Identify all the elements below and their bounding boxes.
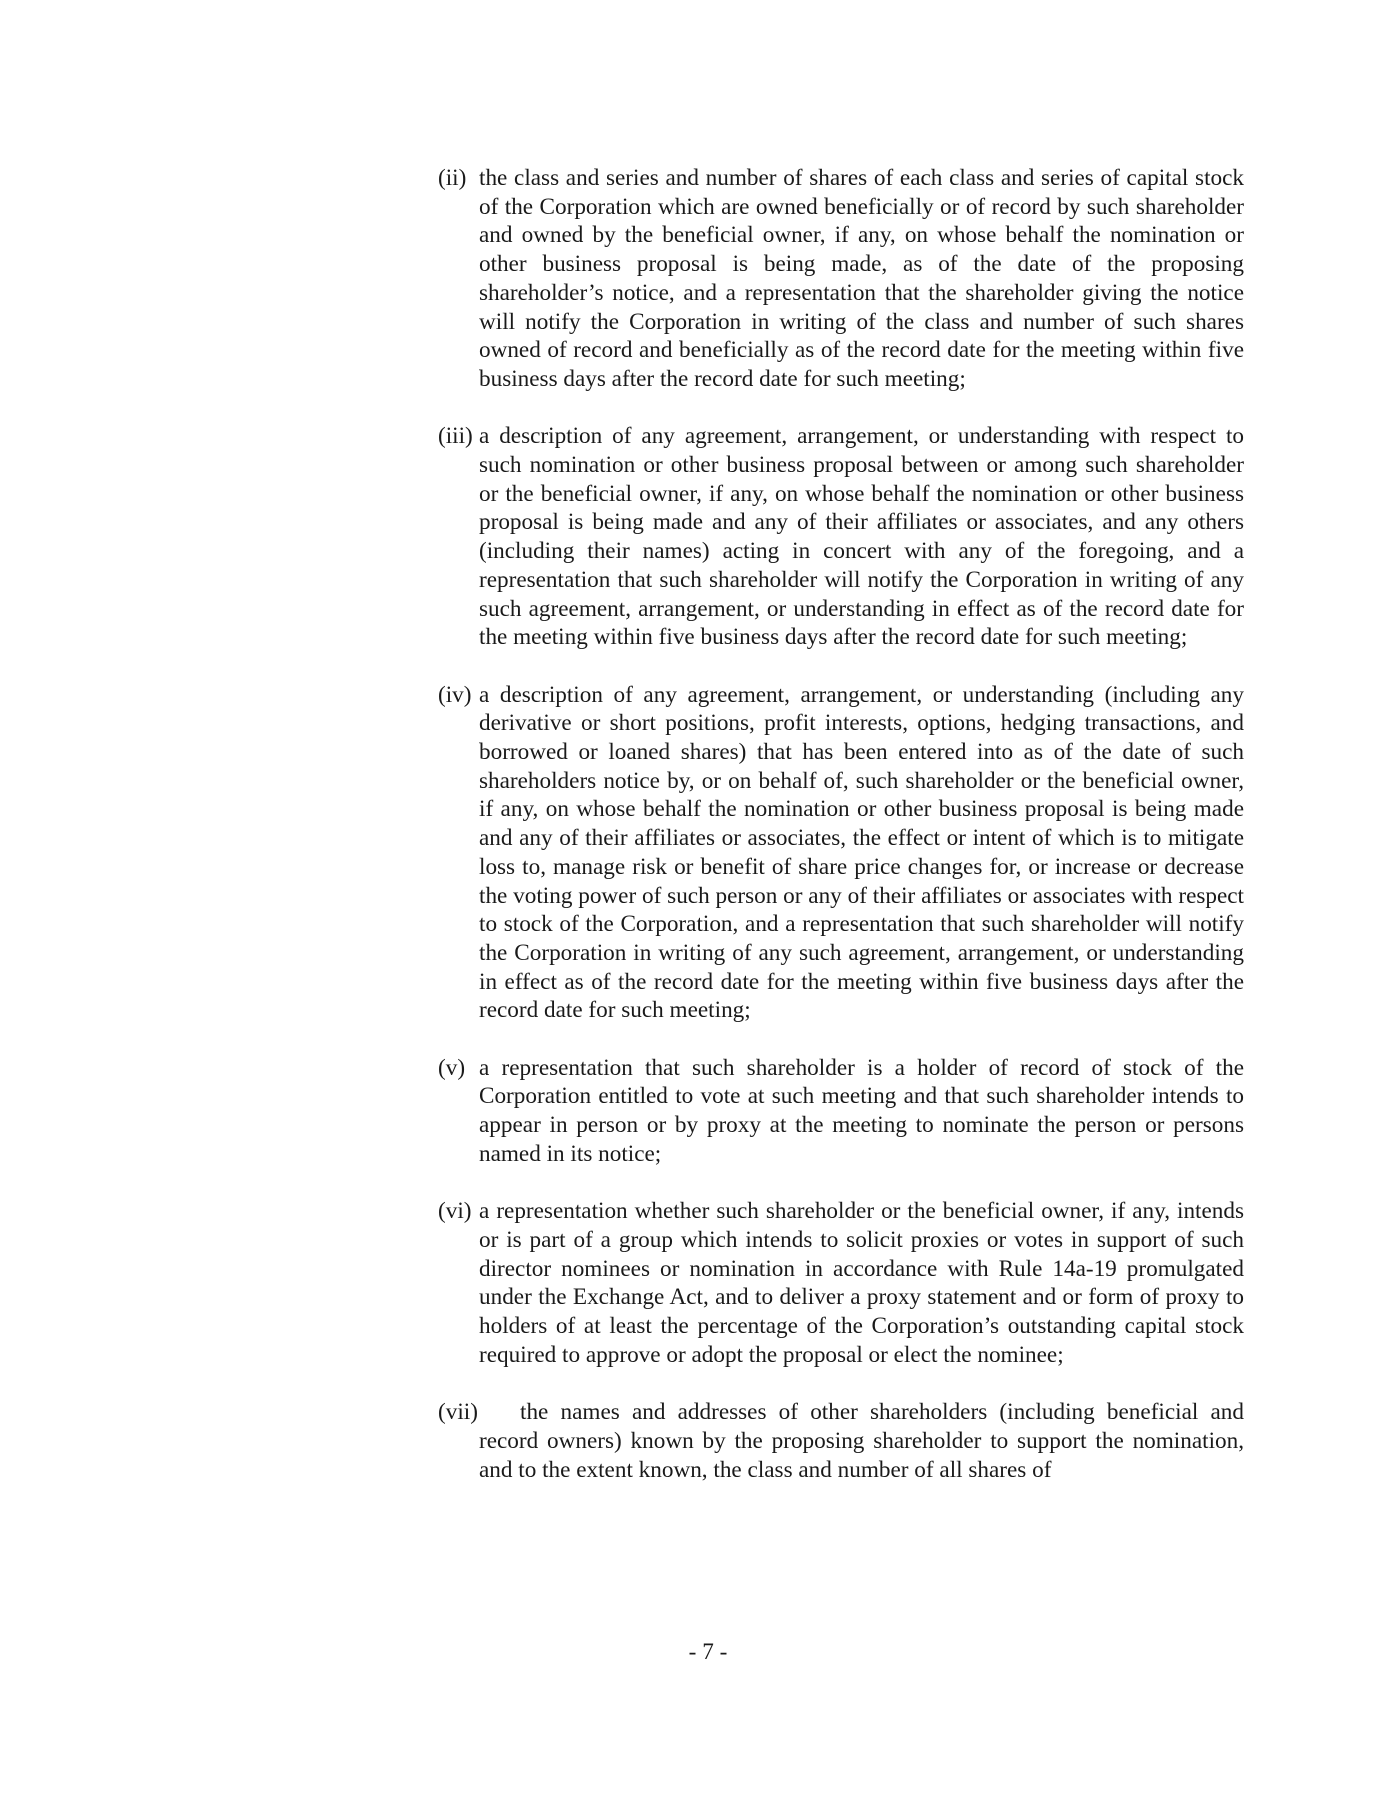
clause-vi xyxy=(438,1197,1244,1369)
clause-text: a representation that such shareholder is a holder of record of stock of the Corporation entitled to vote at such meeting and that such shareholder intends to appear in person or by proxy at the meeting to nominate the person or persons named in its notice; xyxy=(479,1054,1244,1167)
clause-number: (vii) xyxy=(438,1399,478,1426)
page-number: - 7 - xyxy=(688,1639,728,1665)
clause-text: a description of any agreement, arrangement, or understanding (including any derivative or short positions, profit interests, options, hedging transactions, and borrowed or loaned shares) that has been entered into as of the date of such shareholders notice by, or on behalf of, such shareholder or the beneficial owner, if any, on whose behalf the nomination or other business proposal is being made and any of their affiliates or associates, the effect or intent of which is to mitigate loss to, manage risk or benefit of share price changes for, or increase or decrease the voting power of such person or any of their affiliates or associates with respect to stock of the Corporation, and a representation that such shareholder will notify the Corporation in writing of any such agreement, arrangement, or understanding in effect as of the record date for the meeting within five business days after the record date for such meeting; xyxy=(479,681,1244,1024)
clause-text: the class and series and number of shares of each class and series of capital stock of the Corporation which are owned beneficially or of record by such shareholder and owned by the beneficial owner, if any, on whose behalf the nomination or other business proposal is being made, as of the date of the proposing shareholder’s notice, and a representation that the shareholder giving the notice will notify the Corporation in writing of the class and number of such shares owned of record and beneficially as of the record date for the meeting within five business days after the record date for such meeting; xyxy=(479,165,1244,392)
clause-number: (v) xyxy=(438,1054,466,1081)
clause-text: the names and addresses of other shareholders (including beneficial and record owners) known by the proposing shareholder to support the nomination, and to the extent known, the class and number of all shares of xyxy=(479,1399,1244,1483)
clause-vii xyxy=(438,1398,1244,1484)
clause-text: a description of any agreement, arrangement, or understanding with respect to such nomination or other business proposal between or among such shareholder or the beneficial owner, if any, on whose behalf the nomination or other business proposal is being made and any of their affiliates or associates, and any others (including their names) acting in concert with any of the foregoing, and a representation that such shareholder will notify the Corporation in writing of any such agreement, arrangement, or understanding in effect as of the record date for the meeting within five business days after the record date for such meeting; xyxy=(479,423,1244,651)
clause-number: (ii) xyxy=(438,165,467,191)
clause-ii xyxy=(438,164,1244,394)
clause-iv xyxy=(438,681,1244,1025)
clause-text: a representation whether such shareholder or the beneficial owner, if any, intends or is part of a group which intends to solicit proxies or votes in support of such director nominees or nomination in accordance with Rule 14a-19 promulgated under the Exchange Act, and to deliver a proxy statement and or form of proxy to holders of at least the percentage of the Corporation’s outstanding capital stock required to approve or adopt the proposal or elect the nominee; xyxy=(479,1198,1244,1368)
clause-iii xyxy=(438,422,1244,652)
clause-number: (vi) xyxy=(438,1198,472,1225)
clause-list xyxy=(438,164,1244,1513)
clause-v xyxy=(438,1054,1244,1169)
clause-number: (iii) xyxy=(438,423,473,450)
clause-number: (iv) xyxy=(438,681,472,708)
